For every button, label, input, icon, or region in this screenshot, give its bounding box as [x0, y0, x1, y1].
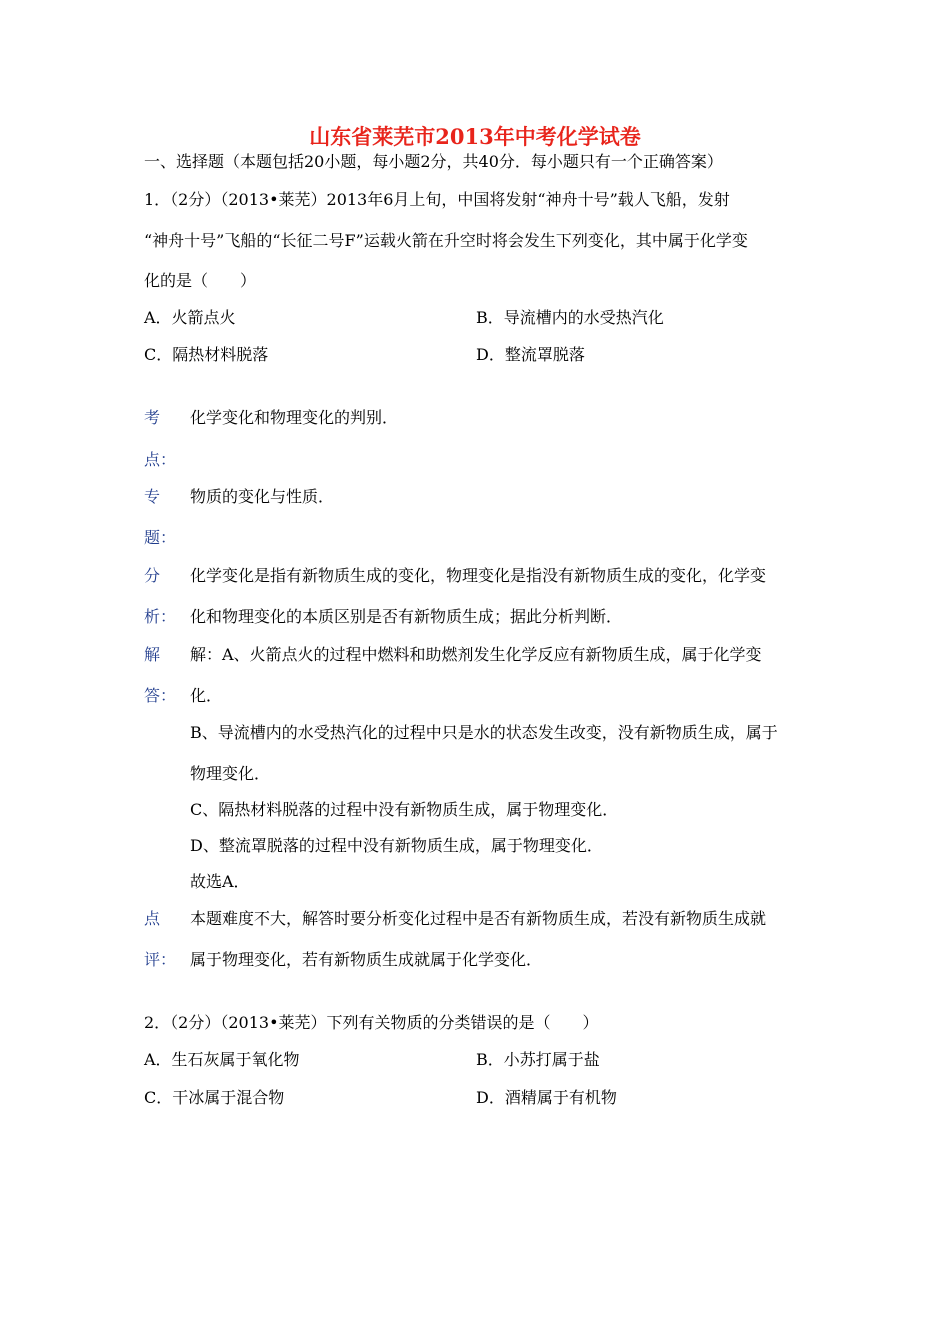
dianping-label: 点	[144, 909, 161, 928]
dianping-text: 属于物理变化，若有新物质生成就属于化学变化．	[190, 950, 543, 969]
zhuanti-text: 物质的变化与性质．	[190, 487, 335, 506]
q2-option-c: C．干冰属于混合物	[144, 1088, 285, 1107]
q1-option-c: C．隔热材料脱落	[144, 345, 269, 364]
q1-option-b: B．导流槽内的水受热汽化	[476, 308, 664, 327]
jieda-text: 故选A．	[190, 872, 250, 891]
q1-option-a: A．火箭点火	[144, 308, 236, 327]
fenxi-text: 化和物理变化的本质区别是否有新物质生成；据此分析判断．	[190, 607, 623, 626]
fenxi-label: 析：	[144, 607, 177, 626]
jieda-text: B、导流槽内的水受热汽化的过程中只是水的状态发生改变，没有新物质生成，属于	[190, 723, 778, 742]
dianping-label: 评：	[144, 950, 177, 969]
jieda-text: D、整流罩脱落的过程中没有新物质生成，属于物理变化．	[190, 836, 603, 855]
page-title: 山东省莱芜市2013年中考化学试卷	[309, 124, 641, 149]
jieda-label: 答：	[144, 686, 177, 705]
dianping-text: 本题难度不大，解答时要分析变化过程中是否有新物质生成，若没有新物质生成就	[190, 909, 767, 928]
q1-option-d: D．整流罩脱落	[476, 345, 585, 364]
fenxi-text: 化学变化是指有新物质生成的变化，物理变化是指没有新物质生成的变化，化学变	[190, 566, 767, 585]
kaodian-label: 点：	[144, 450, 177, 469]
jieda-text: 解：A、火箭点火的过程中燃料和助燃剂发生化学反应有新物质生成，属于化学变	[190, 645, 762, 664]
jieda-text: 物理变化．	[190, 764, 271, 783]
q1-stem-line: 化的是（ ）	[144, 271, 257, 290]
section-header: 一、选择题（本题包括20小题，每小题2分，共40分．每小题只有一个正确答案）	[144, 152, 723, 171]
jieda-label: 解	[144, 645, 161, 664]
zhuanti-label: 专	[144, 487, 161, 506]
zhuanti-label: 题：	[144, 528, 177, 547]
q1-stem-line: “神舟十号”飞船的“长征二号F”运载火箭在升空时将会发生下列变化，其中属于化学变	[144, 231, 748, 250]
q2-option-a: A．生石灰属于氧化物	[144, 1050, 300, 1069]
kaodian-label: 考	[144, 408, 161, 427]
jieda-text: 化．	[190, 686, 223, 705]
kaodian-text: 化学变化和物理变化的判别．	[190, 408, 399, 427]
jieda-text: C、隔热材料脱落的过程中没有新物质生成，属于物理变化．	[190, 800, 619, 819]
q1-stem-line: 1．（2分）（2013•莱芜）2013年6月上旬，中国将发射“神舟十号”载人飞船，发射	[144, 190, 730, 209]
q2-stem: 2．（2分）（2013•莱芜）下列有关物质的分类错误的是（ ）	[144, 1013, 599, 1032]
q2-option-b: B．小苏打属于盐	[476, 1050, 600, 1069]
fenxi-label: 分	[144, 566, 161, 585]
q2-option-d: D．酒精属于有机物	[476, 1088, 617, 1107]
